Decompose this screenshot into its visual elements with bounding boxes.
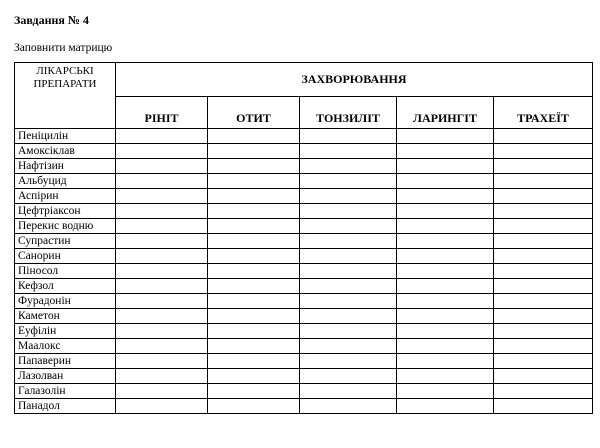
matrix-cell[interactable]: [397, 189, 494, 204]
drug-name-cell: Аспірин: [15, 189, 116, 204]
matrix-cell[interactable]: [300, 129, 397, 144]
drug-name-cell: Панадол: [15, 399, 116, 414]
matrix-cell[interactable]: [116, 174, 208, 189]
matrix-cell[interactable]: [208, 144, 300, 159]
table-row: [15, 219, 593, 234]
matrix-cell[interactable]: [397, 384, 494, 399]
matrix-cell[interactable]: [397, 369, 494, 384]
matrix-cell[interactable]: [116, 354, 208, 369]
matrix-cell[interactable]: [300, 189, 397, 204]
matrix-cell[interactable]: [397, 249, 494, 264]
matrix-cell[interactable]: [116, 234, 208, 249]
matrix-cell[interactable]: [116, 204, 208, 219]
matrix-cell[interactable]: [300, 309, 397, 324]
matrix-cell[interactable]: [208, 309, 300, 324]
matrix-cell[interactable]: [116, 144, 208, 159]
matrix-cell[interactable]: [494, 294, 593, 309]
matrix-cell[interactable]: [300, 204, 397, 219]
matrix-cell[interactable]: [397, 174, 494, 189]
drug-name-cell: Фурадонін: [15, 294, 116, 309]
matrix-cell[interactable]: [116, 369, 208, 384]
matrix-cell[interactable]: [208, 234, 300, 249]
matrix-cell[interactable]: [397, 129, 494, 144]
matrix-cell[interactable]: [397, 204, 494, 219]
drug-disease-matrix: [14, 62, 593, 414]
matrix-cell[interactable]: [397, 339, 494, 354]
matrix-cell[interactable]: [208, 294, 300, 309]
matrix-cell[interactable]: [494, 159, 593, 174]
drug-name-cell: Амоксіклав: [15, 144, 116, 159]
matrix-cell[interactable]: [494, 264, 593, 279]
matrix-cell[interactable]: [208, 219, 300, 234]
matrix-cell[interactable]: [116, 399, 208, 414]
matrix-cell[interactable]: [300, 159, 397, 174]
matrix-cell[interactable]: [494, 399, 593, 414]
matrix-cell[interactable]: [208, 189, 300, 204]
table-row: [15, 234, 593, 249]
drug-name-cell: Кефзол: [15, 279, 116, 294]
matrix-cell[interactable]: [494, 144, 593, 159]
matrix-cell[interactable]: [208, 384, 300, 399]
matrix-cell[interactable]: [300, 339, 397, 354]
matrix-cell[interactable]: [300, 219, 397, 234]
matrix-cell[interactable]: [494, 174, 593, 189]
table-row: [15, 399, 593, 414]
matrix-cell[interactable]: [494, 354, 593, 369]
drug-name-cell: Перекис водню: [15, 219, 116, 234]
disease-column-header: ТРАХЕЇТ: [494, 97, 593, 129]
matrix-cell[interactable]: [494, 189, 593, 204]
matrix-cell[interactable]: [300, 264, 397, 279]
drug-name-cell: Пеніцилін: [15, 129, 116, 144]
matrix-cell[interactable]: [397, 324, 494, 339]
table-row: [15, 159, 593, 174]
matrix-cell[interactable]: [116, 129, 208, 144]
matrix-cell[interactable]: [494, 324, 593, 339]
table-row: [15, 204, 593, 219]
matrix-cell[interactable]: [116, 279, 208, 294]
matrix-cell[interactable]: [116, 309, 208, 324]
disease-column-header: ОТИТ: [208, 97, 300, 129]
matrix-cell[interactable]: [397, 294, 494, 309]
matrix-cell[interactable]: [494, 219, 593, 234]
matrix-cell[interactable]: [494, 369, 593, 384]
matrix-cell[interactable]: [494, 234, 593, 249]
matrix-cell[interactable]: [494, 309, 593, 324]
matrix-cell[interactable]: [116, 264, 208, 279]
matrix-cell[interactable]: [116, 249, 208, 264]
drug-name-cell: Піносол: [15, 264, 116, 279]
matrix-cell[interactable]: [397, 264, 494, 279]
table-row: [15, 129, 593, 144]
matrix-cell[interactable]: [494, 384, 593, 399]
matrix-cell[interactable]: [300, 399, 397, 414]
drug-name-cell: Маалокс: [15, 339, 116, 354]
drug-name-cell: Альбуцид: [15, 174, 116, 189]
table-row: [15, 189, 593, 204]
matrix-cell[interactable]: [208, 354, 300, 369]
drug-name-cell: Каметон: [15, 309, 116, 324]
matrix-cell[interactable]: [116, 189, 208, 204]
matrix-cell[interactable]: [397, 309, 494, 324]
matrix-cell[interactable]: [397, 219, 494, 234]
matrix-cell[interactable]: [300, 249, 397, 264]
matrix-cell[interactable]: [397, 354, 494, 369]
matrix-cell[interactable]: [300, 279, 397, 294]
table-row: [15, 354, 593, 369]
drug-name-cell: Санорин: [15, 249, 116, 264]
matrix-cell[interactable]: [208, 204, 300, 219]
matrix-cell[interactable]: [116, 324, 208, 339]
matrix-cell[interactable]: [208, 324, 300, 339]
matrix-cell[interactable]: [116, 339, 208, 354]
matrix-cell[interactable]: [208, 339, 300, 354]
matrix-cell[interactable]: [208, 249, 300, 264]
matrix-cell[interactable]: [397, 399, 494, 414]
matrix-cell[interactable]: [397, 159, 494, 174]
matrix-cell[interactable]: [300, 174, 397, 189]
matrix-cell[interactable]: [494, 249, 593, 264]
matrix-cell[interactable]: [208, 129, 300, 144]
table-row: [15, 384, 593, 399]
table-row: [15, 294, 593, 309]
matrix-cell[interactable]: [300, 384, 397, 399]
disease-column-header: ТОНЗИЛІТ: [300, 97, 397, 129]
diseases-group-header: ЗАХВОРЮВАННЯ: [116, 63, 593, 97]
table-row: [15, 264, 593, 279]
matrix-cell[interactable]: [208, 174, 300, 189]
drug-name-cell: Галазолін: [15, 384, 116, 399]
matrix-cell[interactable]: [300, 369, 397, 384]
matrix-cell[interactable]: [397, 279, 494, 294]
drug-name-cell: Папаверин: [15, 354, 116, 369]
table-row: [15, 249, 593, 264]
matrix-cell[interactable]: [494, 279, 593, 294]
table-row: [15, 174, 593, 189]
table-row: [15, 279, 593, 294]
drug-name-cell: Супрастин: [15, 234, 116, 249]
matrix-cell[interactable]: [397, 144, 494, 159]
matrix-cell[interactable]: [116, 219, 208, 234]
table-row: [15, 324, 593, 339]
matrix-cell[interactable]: [208, 399, 300, 414]
matrix-cell[interactable]: [116, 294, 208, 309]
table-row: [15, 339, 593, 354]
table-row: [15, 369, 593, 384]
matrix-cell[interactable]: [300, 234, 397, 249]
matrix-cell[interactable]: [300, 354, 397, 369]
matrix-cell[interactable]: [208, 264, 300, 279]
matrix-cell[interactable]: [494, 129, 593, 144]
drugs-column-header: ЛІКАРСЬКІ ПРЕПАРАТИ: [15, 63, 116, 129]
disease-column-header: РІНІТ: [116, 97, 208, 129]
matrix-cell[interactable]: [208, 159, 300, 174]
matrix-cell[interactable]: [300, 324, 397, 339]
matrix-cell[interactable]: [494, 339, 593, 354]
task-title: Завдання № 4: [14, 13, 89, 27]
drug-name-cell: Нафтізин: [15, 159, 116, 174]
matrix-cell[interactable]: [300, 294, 397, 309]
matrix-cell[interactable]: [116, 384, 208, 399]
drug-name-cell: Еуфілін: [15, 324, 116, 339]
table-row: [15, 309, 593, 324]
task-subtitle: Заповнити матрицю: [14, 42, 113, 54]
drug-name-cell: Цефтріаксон: [15, 204, 116, 219]
table-row: [15, 144, 593, 159]
disease-column-header: ЛАРИНГІТ: [397, 97, 494, 129]
matrix-cell[interactable]: [300, 144, 397, 159]
header-row-top: [15, 63, 593, 97]
matrix-cell[interactable]: [397, 234, 494, 249]
matrix-cell[interactable]: [208, 369, 300, 384]
matrix-cell[interactable]: [494, 204, 593, 219]
drug-name-cell: Лазолван: [15, 369, 116, 384]
matrix-cell[interactable]: [208, 279, 300, 294]
matrix-body: [15, 129, 593, 414]
matrix-cell[interactable]: [116, 159, 208, 174]
